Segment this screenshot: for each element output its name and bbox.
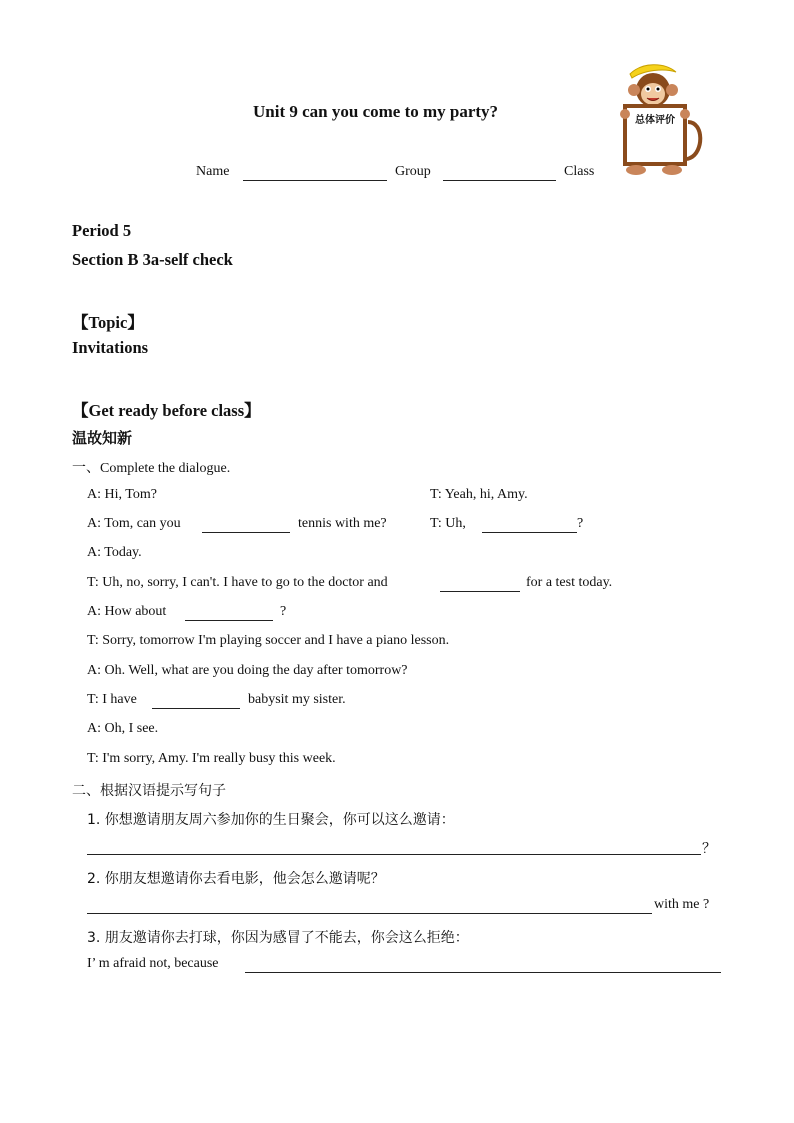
blank-field[interactable]	[440, 591, 520, 592]
question-2: 2. 你朋友想邀请你去看电影，他会怎么邀请呢？	[87, 871, 385, 887]
dialogue-line: tennis with me?	[298, 516, 387, 531]
dialogue-line: ?	[577, 516, 584, 531]
dialogue-line: T: I'm sorry, Amy. I'm really busy this week.	[87, 751, 336, 766]
topic-heading: 【Topic】	[72, 313, 144, 332]
topic-value: Invitations	[72, 338, 149, 357]
dialogue-line: T: Yeah, hi, Amy.	[430, 487, 528, 502]
dialogue-line: A: How about	[87, 604, 167, 619]
ready-heading: 【Get ready before class】	[72, 401, 261, 420]
monkey-mascot-icon	[606, 62, 704, 178]
dialogue-line: A: Today.	[87, 545, 142, 560]
name-field[interactable]	[243, 180, 387, 181]
answer-field-3[interactable]	[245, 972, 721, 973]
blank-field[interactable]	[152, 708, 240, 709]
dialogue-line: A: Hi, Tom?	[87, 487, 157, 502]
page-title: Unit 9 can you come to my party?	[253, 102, 499, 121]
dialogue-line: babysit my sister.	[248, 692, 346, 707]
dialogue-line: A: Oh, I see.	[87, 721, 159, 736]
dialogue-line: T: I have	[87, 692, 137, 707]
dialogue-line: T: Sorry, tomorrow I'm playing soccer and I have a piano lesson.	[87, 633, 450, 648]
question-2-end: with me ?	[654, 897, 710, 912]
review-heading: 温故知新	[72, 429, 133, 447]
dialogue-line: ?	[280, 604, 287, 619]
part2-heading: 二、根据汉语提示写句子	[72, 783, 226, 799]
question-3-prefix: I’ m afraid not, because	[87, 956, 219, 971]
part1-heading: 一、Complete the dialogue.	[72, 461, 231, 476]
group-label: Group	[395, 164, 431, 179]
section-label: Section B 3a-self check	[72, 250, 233, 269]
answer-field-1[interactable]	[87, 854, 701, 855]
answer-field-2[interactable]	[87, 913, 652, 914]
blank-field[interactable]	[185, 620, 273, 621]
period-label: Period 5	[72, 221, 132, 240]
blank-field[interactable]	[202, 532, 290, 533]
blank-field[interactable]	[482, 532, 577, 533]
name-label: Name	[196, 164, 230, 179]
dialogue-line: A: Oh. Well, what are you doing the day after tomorrow?	[87, 663, 408, 678]
dialogue-line: T: Uh,	[430, 516, 466, 531]
question-3: 3. 朋友邀请你去打球，你因为感冒了不能去，你会这么拒绝：	[87, 930, 469, 946]
group-field[interactable]	[443, 180, 556, 181]
question-1-end: ？	[702, 841, 716, 857]
dialogue-line: A: Tom, can you	[87, 516, 181, 531]
dialogue-line: T: Uh, no, sorry, I can't. I have to go to the doctor and	[87, 575, 388, 590]
dialogue-line: for a test today.	[526, 575, 613, 590]
class-label: Class	[564, 164, 595, 179]
badge-label: 总体评价	[635, 115, 675, 126]
question-1: 1. 你想邀请朋友周六参加你的生日聚会，你可以这么邀请：	[87, 812, 455, 828]
